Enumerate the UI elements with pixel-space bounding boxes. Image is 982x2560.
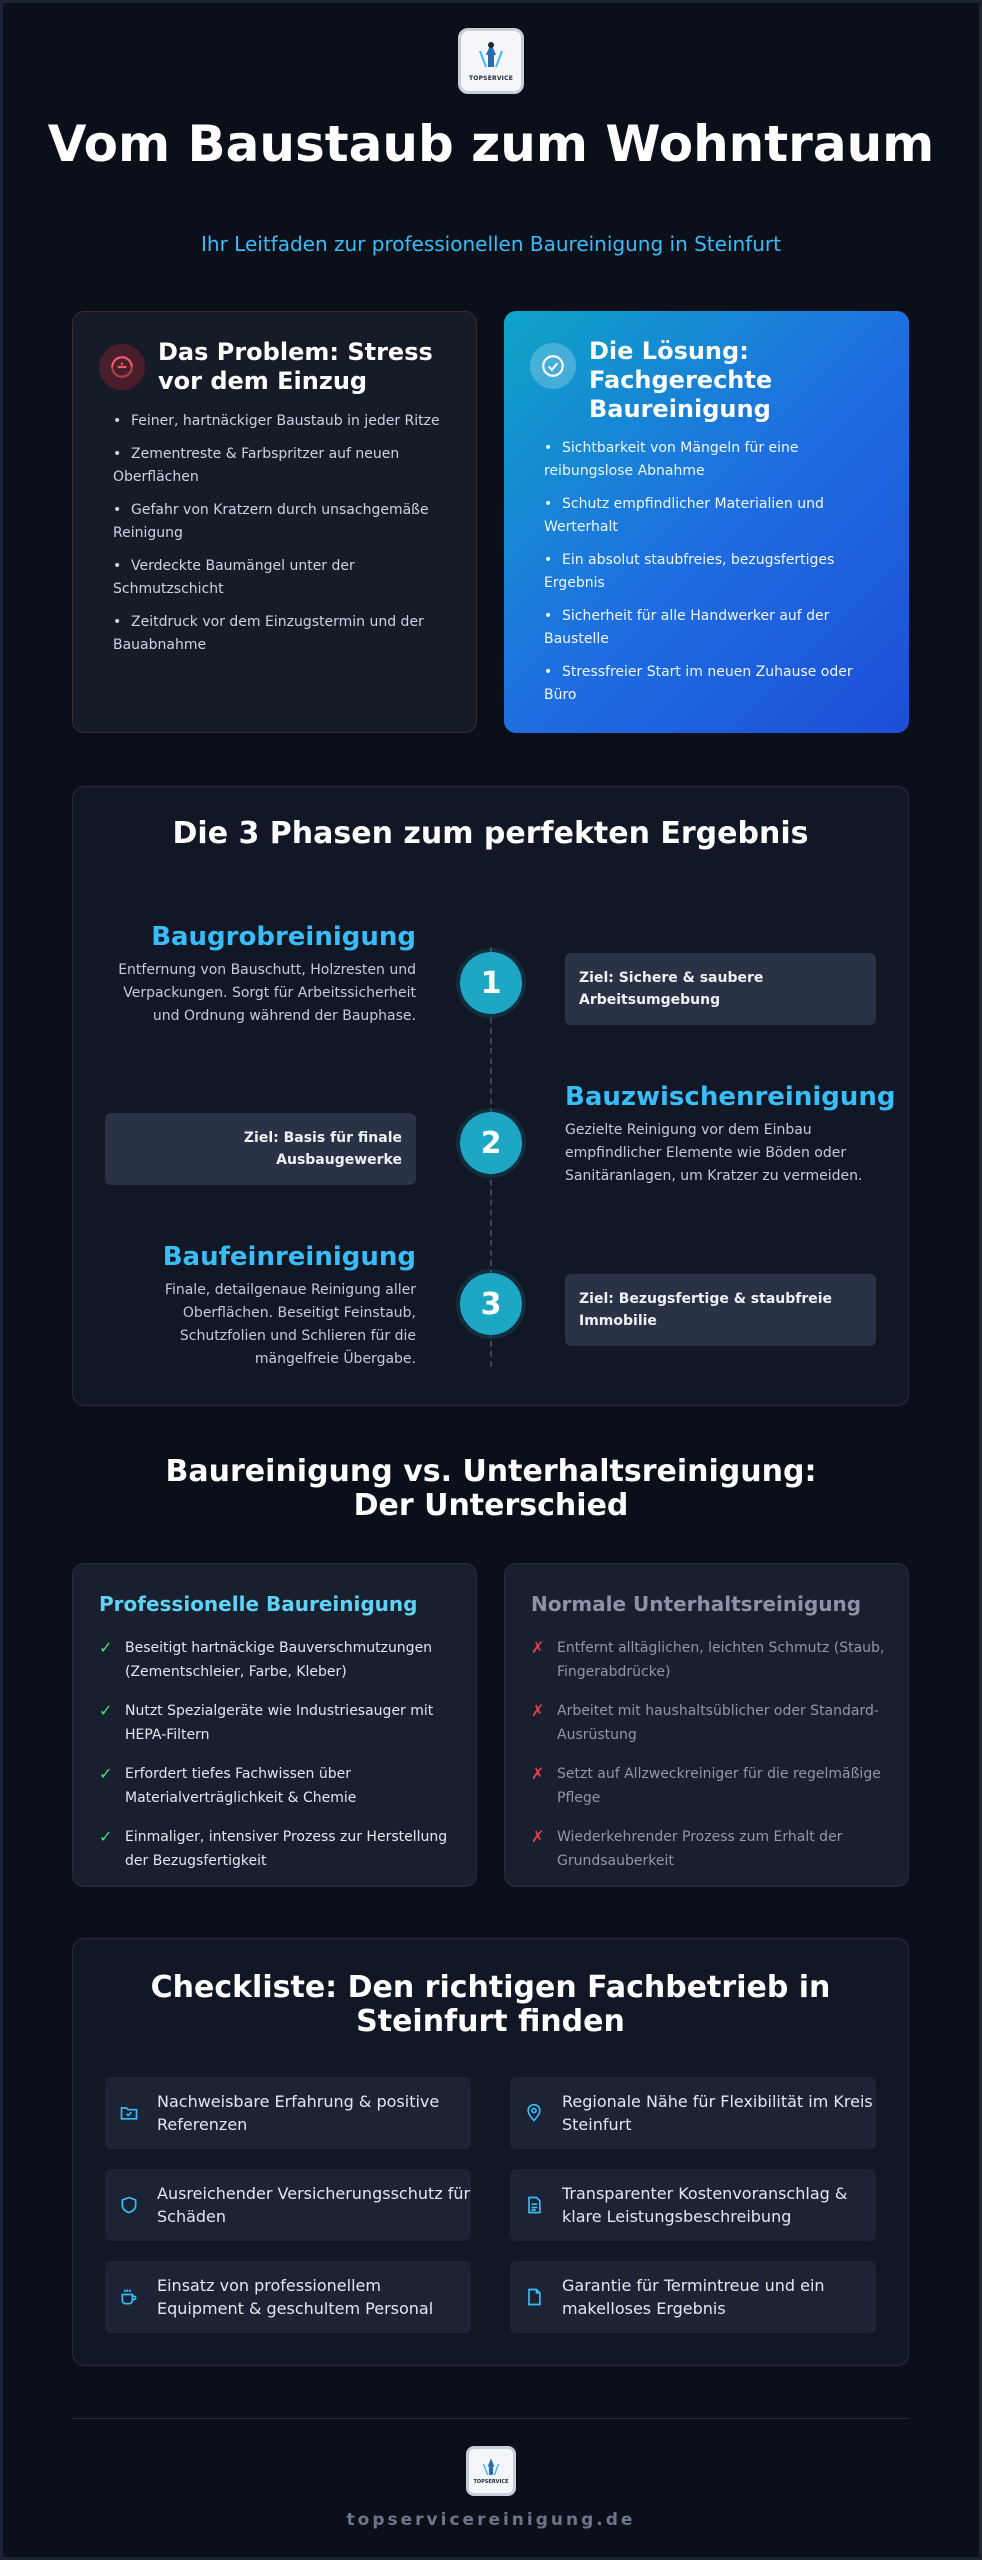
list-item: ✗ Wiederkehrender Prozess zum Erhalt der Grundsauberkeit: [531, 1825, 891, 1873]
professional-list: [99, 1636, 459, 1888]
normal-list: [531, 1636, 891, 1888]
logo-figure-icon: [472, 41, 510, 73]
list-item: ✗ Setzt auf Allzweckreiniger für die regelmäßige Pflege: [531, 1762, 891, 1810]
logo-text: TOPSERVICE: [473, 2479, 509, 2485]
shield-icon: [119, 2195, 139, 2215]
list-item: ✓ Nutzt Spezialgeräte wie Industriesauger mit HEPA-Filtern: [99, 1699, 459, 1747]
page-title: Vom Baustaub zum Wohntraum: [47, 115, 935, 173]
solution-title: Die Lösung: Fachgerechte Baureinigung: [589, 337, 773, 423]
list-item: ✓ Erfordert tiefes Fachwissen über Materialverträglichkeit & Chemie: [99, 1762, 459, 1810]
phase-3-goal: Ziel: Bezugsfertige & staubfreie Immobilie: [565, 1274, 876, 1346]
coffee-cup-icon: [119, 2287, 139, 2307]
checklist-section: [72, 1938, 909, 2366]
check-icon: ✓: [99, 1764, 113, 1783]
list-item: ✓ Beseitigt hartnäckige Bauverschmutzungen (Zementschleier, Farbe, Kleber): [99, 1636, 459, 1684]
map-pin-icon: [524, 2103, 544, 2123]
checklist-title: Checkliste: Den richtigen Fachbetrieb in Steinfurt finden: [150, 1970, 831, 2039]
list-item: • Stressfreier Start im neuen Zuhause oder Büro: [544, 664, 853, 703]
checklist-item: Ausreichender Versicherungsschutz für Schäden: [105, 2169, 471, 2241]
checklist-item: Transparenter Kostenvoranschlag & klare Leistungsbeschreibung: [510, 2169, 876, 2241]
phase-3-name: Baufeinreinigung: [162, 1242, 416, 1272]
list-item: • Zeitdruck vor dem Einzugstermin und der Bauabnahme: [113, 614, 424, 653]
logo-text: TOPSERVICE: [468, 74, 513, 82]
list-item: ✗ Arbeitet mit haushaltsüblicher oder Standard-Ausrüstung: [531, 1699, 891, 1747]
list-item: • Ein absolut staubfreies, bezugsfertiges Ergebnis: [544, 552, 835, 591]
logo-figure-icon: [478, 2457, 504, 2479]
list-item: • Schutz empfindlicher Materialien und Werterhalt: [544, 496, 824, 535]
cross-icon: ✗: [531, 1764, 545, 1783]
alert-icon: [99, 344, 145, 390]
footer-logo: [466, 2446, 516, 2496]
list-item: • Sichtbarkeit von Mängeln für eine reibungslose Abnahme: [544, 440, 799, 479]
phase-1-desc: Entfernung von Bauschutt, Holzresten und Verpackungen. Sorgt für Arbeitssicherheit und Ordnung während der Bauphase.: [118, 962, 416, 1024]
phase-3-desc: Finale, detailgenaue Reinigung aller Oberflächen. Beseitigt Feinstaub, Schutzfolien und Schlieren für die mängelfreie Übergabe.: [164, 1282, 416, 1367]
list-item: • Verdeckte Baumängel unter der Schmutzschicht: [113, 558, 355, 597]
check-icon: ✓: [99, 1701, 113, 1720]
professional-heading: Professionelle Baureinigung: [99, 1592, 418, 1616]
list-item: • Zementreste & Farbspritzer auf neuen Oberflächen: [113, 446, 400, 485]
list-item: ✗ Entfernt alltäglichen, leichten Schmutz (Staub, Fingerabdrücke): [531, 1636, 891, 1684]
normal-card: [504, 1563, 909, 1887]
checklist-item: Einsatz von professionellem Equipment & geschultem Personal: [105, 2261, 471, 2333]
professional-card: [72, 1563, 477, 1887]
document-icon: [524, 2195, 544, 2215]
check-icon: ✓: [99, 1827, 113, 1846]
comparison-title: Baureinigung vs. Unterhaltsreinigung: Der Unterschied: [165, 1454, 817, 1523]
problem-title: Das Problem: Stress vor dem Einzug: [158, 338, 433, 395]
phase-2-number: 2: [460, 1112, 522, 1174]
cross-icon: ✗: [531, 1827, 545, 1846]
phase-1-name: Baugrobreinigung: [151, 922, 416, 952]
list-item: • Feiner, hartnäckiger Baustaub in jeder Ritze: [113, 413, 440, 429]
check-icon: ✓: [99, 1638, 113, 1657]
file-icon: [524, 2287, 544, 2307]
cross-icon: ✗: [531, 1638, 545, 1657]
phase-2-name: Bauzwischenreinigung: [565, 1082, 896, 1112]
checklist-item: Garantie für Termintreue und ein makelloses Ergebnis: [510, 2261, 876, 2333]
folder-check-icon: [119, 2103, 139, 2123]
cross-icon: ✗: [531, 1701, 545, 1720]
phases-section: [72, 786, 909, 1406]
checklist-item: Regionale Nähe für Flexibilität im Kreis Steinfurt: [510, 2077, 876, 2149]
phases-title: Die 3 Phasen zum perfekten Ergebnis: [172, 816, 809, 851]
list-item: • Gefahr von Kratzern durch unsachgemäße Reinigung: [113, 502, 429, 541]
list-item: • Sicherheit für alle Handwerker auf der Baustelle: [544, 608, 830, 647]
footer-url[interactable]: topservicereinigung.de: [346, 2510, 636, 2530]
solution-card: [504, 311, 909, 733]
check-circle-icon: [530, 343, 576, 389]
normal-heading: Normale Unterhaltsreinigung: [531, 1592, 862, 1616]
problem-list: [113, 410, 453, 667]
problem-card: [72, 311, 477, 733]
footer-divider: [72, 2418, 909, 2419]
list-item: ✓ Einmaliger, intensiver Prozess zur Herstellung der Bezugsfertigkeit: [99, 1825, 459, 1873]
phase-1-number: 1: [460, 952, 522, 1014]
checklist-item: Nachweisbare Erfahrung & positive Referenzen: [105, 2077, 471, 2149]
company-logo: [458, 28, 524, 94]
solution-list: [544, 437, 884, 717]
phase-2-desc: Gezielte Reinigung vor dem Einbau empfindlicher Elemente wie Böden oder Sanitäranlagen, um Kratzer zu vermeiden.: [565, 1122, 863, 1184]
page-subtitle: Ihr Leitfaden zur professionellen Baureinigung in Steinfurt: [201, 232, 781, 256]
phase-1-goal: Ziel: Sichere & saubere Arbeitsumgebung: [565, 953, 876, 1025]
phase-2-goal: Ziel: Basis für finale Ausbaugewerke: [105, 1113, 416, 1185]
phase-3-number: 3: [460, 1273, 522, 1335]
